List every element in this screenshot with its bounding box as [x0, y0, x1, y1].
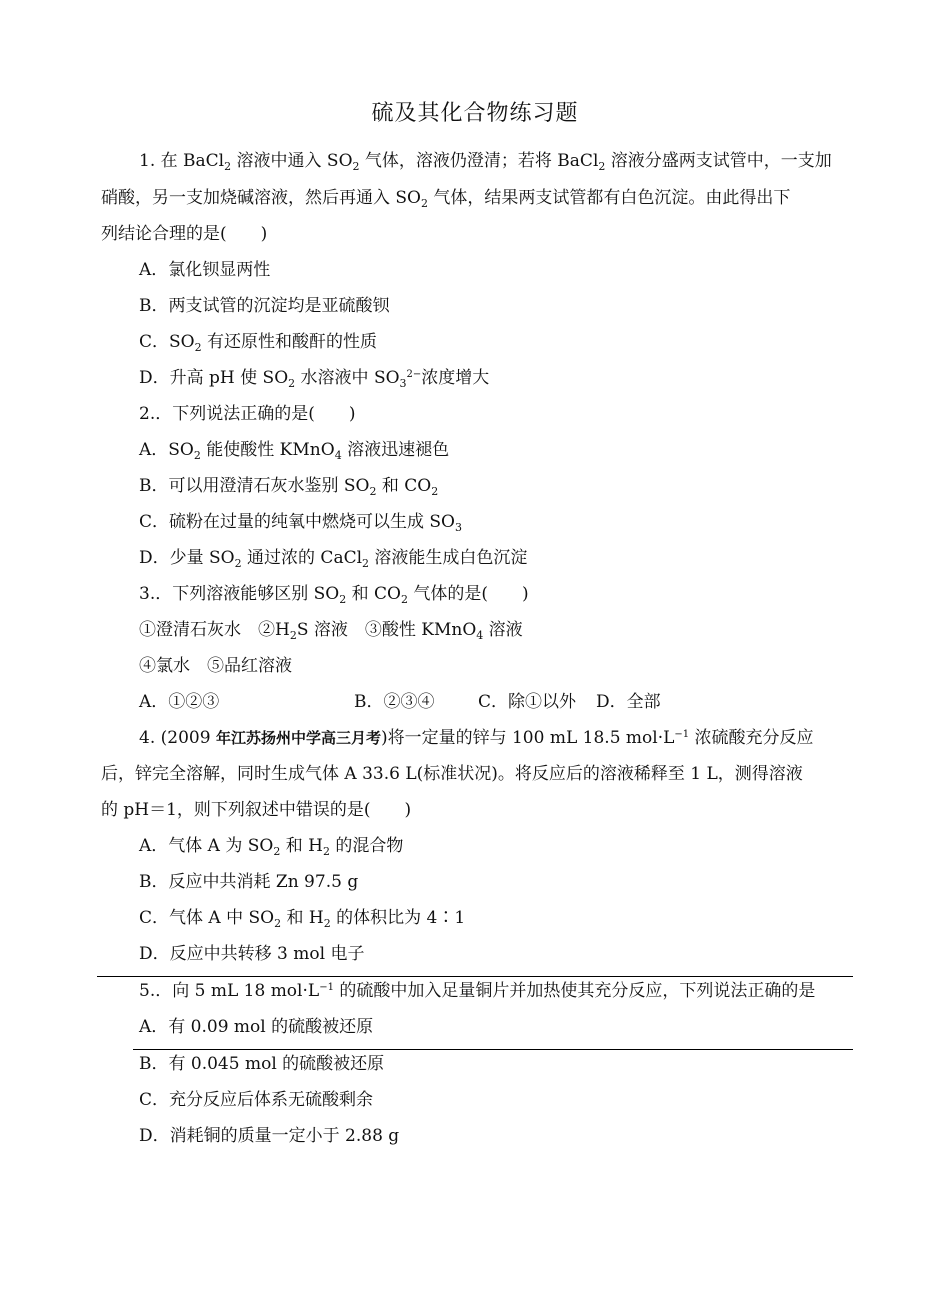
- q4-option-c: C．气体 A 中 $SO_2$ 和 $H_2$ 的体积比为 4∶1: [139, 908, 466, 930]
- q1-stem-line-2: 硝酸，另一支加烧碱溶液，然后再通入 $SO_2$ 气体，结果两支试管都有白色沉淀。由此得出下: [101, 188, 791, 210]
- page-title: 硫及其化合物练习题: [371, 101, 579, 126]
- q3-items-line-2: ④氯水 ⑤品红溶液: [139, 656, 292, 676]
- q2-option-b: B．可以用澄清石灰水鉴别 $SO_2$ 和 $CO_2$: [139, 476, 439, 498]
- q3-option-b: B．②③④: [354, 692, 435, 712]
- q3-option-a: A．①②③: [139, 692, 220, 712]
- q4-stem-line-1: 4. (2009 年江苏扬州中学高三月考)将一定量的锌与 100 mL 18.5 $mol\cdot L^{-1}$ 浓硫酸充分反应: [139, 728, 814, 748]
- q5-option-d: D．消耗铜的质量一定小于 2.88 g: [139, 1126, 400, 1146]
- q2-stem: 2.．下列说法正确的是( ): [139, 404, 356, 424]
- q1-option-a: A．氯化钡显两性: [139, 260, 271, 280]
- q4-option-a: A．气体 A 为 $SO_2$ 和 $H_2$ 的混合物: [139, 836, 404, 858]
- q2-option-a: A．$SO_2$ 能使酸性 KMnO$_4$ 溶液迅速褪色: [139, 440, 450, 462]
- q4-stem-line-2: 后，锌完全溶解，同时生成气体 A 33.6 L(标准状况)。将反应后的溶液稀释至 1 L，测得溶液: [101, 764, 803, 784]
- horizontal-rule-bottom: [133, 1049, 853, 1050]
- q5-option-b: B．有 0.045 mol 的硫酸被还原: [139, 1054, 385, 1074]
- q2-option-c: C．硫粉在过量的纯氧中燃烧可以生成 $SO_3$: [139, 512, 462, 534]
- q5-option-a: A．有 0.09 mol 的硫酸被还原: [139, 1017, 374, 1037]
- q1-option-c: C．$SO_2$ 有还原性和酸酐的性质: [139, 332, 377, 354]
- q1-stem-line-3: 列结论合理的是( ): [101, 224, 268, 244]
- q3-items-line-1: ①澄清石灰水 $②H_2S$ 溶液 ③酸性 KMnO$_4$ 溶液: [139, 620, 523, 642]
- horizontal-rule-top: [97, 976, 853, 977]
- q4-option-b: B．反应中共消耗 Zn 97.5 g: [139, 872, 359, 892]
- q3-option-c: C．除①以外: [478, 692, 577, 712]
- q3-stem: 3.．下列溶液能够区别 $SO_2$ 和 $CO_2$ 气体的是( ): [139, 584, 529, 606]
- q5-option-c: C．充分反应后体系无硫酸剩余: [139, 1090, 374, 1110]
- q4-stem-line-3: 的 pH＝1，则下列叙述中错误的是( ): [101, 800, 412, 820]
- q4-option-d: D．反应中共转移 3 mol 电子: [139, 944, 365, 964]
- q3-option-d: D．全部: [596, 692, 661, 712]
- q4-source: 年江苏扬州中学高三月考: [215, 729, 381, 747]
- q1-stem-line-1: 1. 在 BaCl$_2$ 溶液中通入 $SO_2$ 气体，溶液仍澄清；若将 BaCl$_2$ 溶液分盛两支试管中，一支加: [139, 151, 832, 173]
- q2-option-d: D．少量 $SO_2$ 通过浓的 CaCl$_2$ 溶液能生成白色沉淀: [139, 548, 528, 570]
- q5-stem: 5.．向 5 mL 18 $mol\cdot L^{-1}$ 的硫酸中加入足量铜片并加热使其充分反应，下列说法正确的是: [139, 981, 816, 1001]
- q1-option-b: B．两支试管的沉淀均是亚硫酸钡: [139, 296, 390, 316]
- q1-option-d: D．升高 pH 使 $SO_2$ 水溶液中 $SO_3^{2-}$浓度增大: [139, 368, 490, 390]
